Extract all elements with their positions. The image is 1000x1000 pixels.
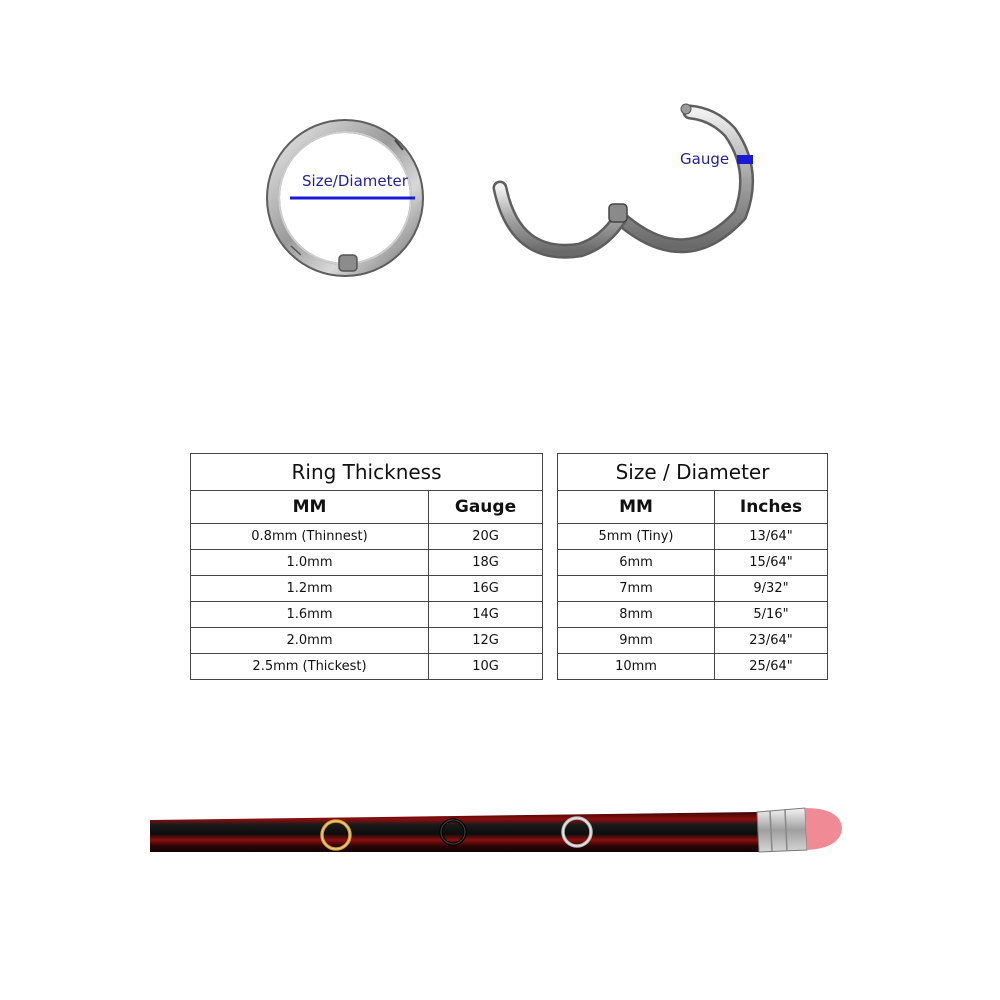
table-row — [558, 628, 828, 654]
table-cell: 18G — [429, 550, 543, 576]
table-row — [191, 602, 543, 628]
table-cell: 20G — [429, 524, 543, 550]
table-cell: 7mm — [558, 576, 715, 602]
table-cell: 10mm — [558, 654, 715, 680]
size-diameter-label: Size/Diameter — [302, 172, 408, 190]
table-cell: 12G — [429, 628, 543, 654]
table-title: Ring Thickness — [191, 454, 543, 491]
column-header-mm: MM — [191, 491, 429, 524]
table-cell: 6mm — [558, 550, 715, 576]
column-header-mm: MM — [558, 491, 715, 524]
table-cell: 0.8mm (Thinnest) — [191, 524, 429, 550]
table-cell: 10G — [429, 654, 543, 680]
table-row — [191, 524, 543, 550]
table-cell: 15/64" — [715, 550, 828, 576]
pencil-with-rings-photo — [145, 800, 845, 870]
table-cell: 1.0mm — [191, 550, 429, 576]
column-header-inches: Inches — [715, 491, 828, 524]
table-row — [191, 550, 543, 576]
table-cell: 16G — [429, 576, 543, 602]
gauge-mark — [737, 155, 753, 164]
table-cell: 5mm (Tiny) — [558, 524, 715, 550]
table-row — [558, 654, 828, 680]
table-cell: 5/16" — [715, 602, 828, 628]
closed-hoop-illustration — [255, 110, 435, 290]
table-cell: 23/64" — [715, 628, 828, 654]
table-cell: 8mm — [558, 602, 715, 628]
table-cell: 9mm — [558, 628, 715, 654]
column-header-gauge: Gauge — [429, 491, 543, 524]
table-row — [191, 654, 543, 680]
ring-thickness-table — [190, 453, 543, 680]
table-row — [558, 550, 828, 576]
table-cell: 1.6mm — [191, 602, 429, 628]
table-row — [558, 524, 828, 550]
table-cell: 14G — [429, 602, 543, 628]
table-row — [191, 576, 543, 602]
table-row — [191, 628, 543, 654]
table-cell: 2.5mm (Thickest) — [191, 654, 429, 680]
size-diameter-table — [557, 453, 828, 680]
gauge-label: Gauge — [680, 150, 730, 168]
table-cell: 1.2mm — [191, 576, 429, 602]
table-cell: 9/32" — [715, 576, 828, 602]
table-cell: 13/64" — [715, 524, 828, 550]
table-cell: 2.0mm — [191, 628, 429, 654]
table-cell: 25/64" — [715, 654, 828, 680]
open-hoop-illustration — [485, 100, 765, 280]
table-row — [558, 602, 828, 628]
table-title: Size / Diameter — [558, 454, 828, 491]
table-row — [558, 576, 828, 602]
